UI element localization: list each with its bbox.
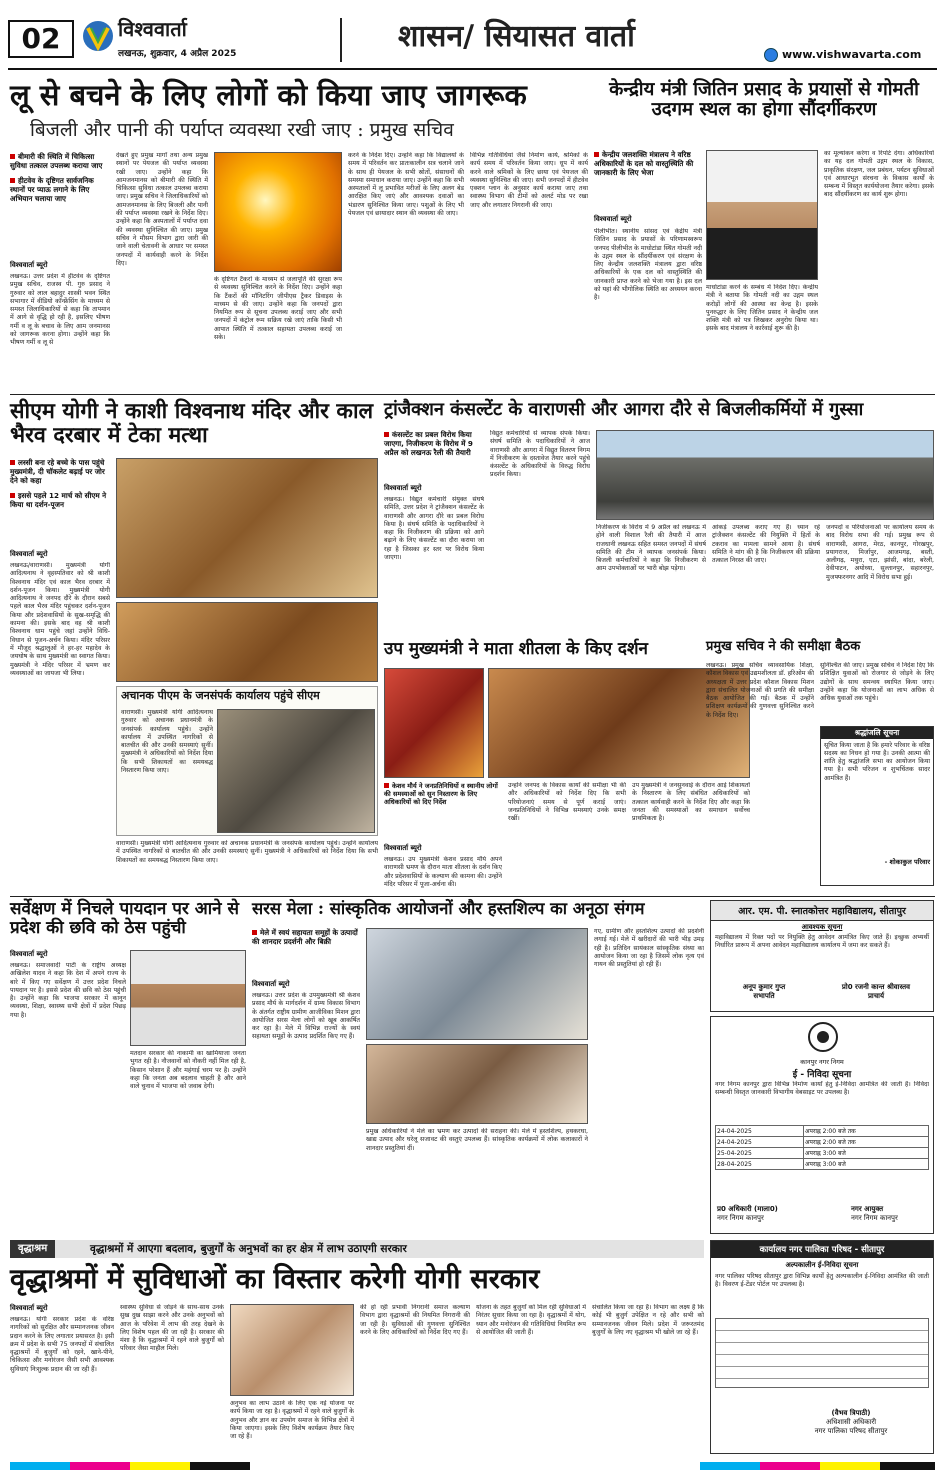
sun-thermometer-photo <box>214 152 342 272</box>
body-column: करने के निर्देश दिए। उन्होंने कहा कि विद्यालयों के समय में परिवर्तन कर प्रातःकालीन सत्र चलाने जाने के साथ ही पेयजल के सभी स्रोतों, संसाधनों की समस्या समाधान कराया जाए। उन्होंने कहा कि सभी अस्पतालों में लू प्रभावित मरीजों के लिए अलग बेड आरक्षित किए जाएं और आवश्यक दवाओं का भंडारण सुनिश्चित किया जाए। पशुओं के लिए भी पेयजल एवं छायादार स्थान की व्यवस्था की जाए। <box>348 152 464 218</box>
body-column: लखनऊ। प्रमुख सचिव व्यावसायिक शिक्षा, कौशल विकास एवं उद्यमशीलता डॉ. हरिओम की अध्यक्षता में उत्तर प्रदेश कौशल विकास मिशन द्वारा संचालित योजनाओं की प्रगति की समीक्षा बैठक आयोजित की गई। बैठक में उन्होंने प्रशिक्षण कार्यक्रमों की गुणवत्ता सुनिश्चित करने के निर्देश दिए। <box>706 662 814 719</box>
signatory-left: प्र0 अधिकारी (माला0) नगर निगम कानपुर <box>717 1205 778 1222</box>
body-column: अनुभव का लाभ उठाने के लिए एक नई योजना पर कार्य किया जा रहा है। वृद्धाश्रमों में रहने वाले बुजुर्गों के अनुभव और ज्ञान का उपयोग समाज के विभिन्न क्षेत्रों में किया जाएगा। इसके लिए विशेष कार्यक्रम तैयार किए जा रहे हैं। <box>230 1400 354 1441</box>
body-column: सुनिश्चित की जाए। प्रमुख सचिव ने निर्देश दिए कि प्रशिक्षित युवाओं को रोजगार से जोड़ने के लिए उद्योगों के साथ समन्वय स्थापित किया जाए। उन्होंने कहा कि योजनाओं का लाभ अधिक से अधिक युवाओं तक पहुंचे। <box>820 662 934 703</box>
body-column: जनपदों व परियोजनाओं पर कार्यालय समय के बाद विरोध सभा की गई। प्रमुख रूप से वाराणसी, आगरा, मेरठ, कानपुर, गोरखपुर, प्रयागराज, मिर्जापुर, आजमगढ़, बस्ती, अलीगढ़, मथुरा, एटा, झांसी, बांदा, बरेली, देवीपाटन, अयोध्या, सुल्तानपुर, सहारनपुर, मुजफ्फरनगर आदि में विरोध सभा हुई। <box>826 524 934 581</box>
tender-notice-kanpur <box>710 1016 934 1234</box>
bullet-item: लस्सी बना रहे बच्चे के पास पहुंचे मुख्यमंत्री, दी चॉकलेट बढ़ाई पर जोर देने को कहा <box>10 458 105 485</box>
inset-body: वाराणसी। मुख्यमंत्री योगी आदित्यनाथ गुरुवार को अचानक प्रधानमंत्री के जनसंपर्क कार्यालय पहुंचे। उन्होंने कार्यालय में उपस्थित नागरिकों से बातचीत की और उनकी समस्याएं सुनीं। मुख्यमंत्री ने अधिकारियों को निर्देश दिया कि सभी शिकायतों का समयबद्ध निस्तारण किया जाए। <box>121 709 213 775</box>
headline: वृद्धाश्रमों में सुविधाओं का विस्तार करेगी योगी सरकार <box>10 1263 540 1295</box>
paper-logo-icon <box>82 20 114 52</box>
byline: विश्ववार्ता ब्यूरो <box>10 950 48 958</box>
byline: विश्ववार्ता ब्यूरो <box>252 980 290 988</box>
paper-name: विश्ववार्ता <box>118 17 187 41</box>
section-rule <box>10 896 935 897</box>
body-column: निजीकरण के विरोध में 9 अप्रैल को लखनऊ में होने वाली विशाल रैली की तैयारी में आज राजधानी लखनऊ सहित समस्त जनपदों में संघर्ष समिति की टीम ने व्यापक जनसंपर्क किया। बिजली कर्मचारियों ने कहा कि निजीकरण से आम उपभोक्ताओं पर भारी बोझ पड़ेगा। <box>596 524 706 573</box>
byline: विश्ववार्ता ब्यूरो <box>10 550 48 558</box>
body-column: संचालित किया जा रहा है। विभाग का लक्ष्य है कि कोई भी बुजुर्ग उपेक्षित न रहे और सभी को सम्मानजनक जीवन मिले। प्रदेश में जरूरतमंद बुजुर्गों के लिए नए वृद्धाश्रम भी खोले जा रहे हैं। <box>592 1304 704 1336</box>
body-column: की हो रही प्रभावी निगरानी समाज कल्याण विभाग द्वारा वृद्धाश्रमों की नियमित निगरानी की जा रही है। सुविधाओं की गुणवत्ता सुनिश्चित करने के लिए अधिकारियों को निर्देश दिए गए हैं। <box>360 1304 470 1336</box>
portrait-photo <box>706 150 818 280</box>
masthead-rule <box>8 68 937 70</box>
bullet-item: मेले में स्वयं सहायता समूहों के उत्पादों की शानदार प्रदर्शनी और बिक्री <box>252 928 358 946</box>
story-deputy-cm <box>384 640 750 892</box>
notice-body: नगर निगम कानपुर द्वारा विभिन्न निर्माण कार्यों हेतु ई-निविदा आमंत्रित की जाती है। निविदा सम्बन्धी विस्तृत जानकारी विभागीय वेबसाइट पर उपलब्ध है। <box>715 1081 929 1097</box>
body-column: पीलीभीत। स्थानीय सांसद एवं केंद्रीय मंत्री जितिन प्रसाद के प्रयासों के परिणामस्वरूप जनपद पीलीभीत के माधोटांडा स्थित गोमती नदी के उद्गम स्थल के सौंदर्यीकरण एवं संरक्षण के लिए केन्द्रीय जलशक्ति मंत्रालय द्वारा वरिष्ठ अधिकारियों के एक दल को वास्तुस्थिति की जानकारी प्राप्त करने को भेजा गया है। इस दल को यहां की भौगोलिक स्थिति का अध्ययन करना है। <box>594 228 702 302</box>
temple-darshan-photo <box>384 668 484 778</box>
byline: विश्ववार्ता ब्यूरो <box>594 215 632 223</box>
story-electricity <box>384 400 934 636</box>
inset-story <box>116 686 378 836</box>
headline: सरस मेला : सांस्कृतिक आयोजनों और हस्तशिल्प का अनूठा संगम <box>252 899 645 918</box>
temple-photo-2 <box>116 602 378 682</box>
headline: प्रमुख सचिव ने की समीक्षा बैठक <box>706 639 861 654</box>
story-saras-mela <box>252 900 704 1234</box>
tender-notice-sitapur <box>710 1240 934 1454</box>
emblem-icon <box>803 1021 843 1055</box>
headline: सीएम योगी ने काशी विश्वनाथ मंदिर और काल भैरव दरबार में टेका मत्था <box>10 399 374 448</box>
body-column: लखनऊ। उत्तर प्रदेश के उपमुख्यमंत्री श्री केशव प्रसाद मौर्य के मार्गदर्शन में ग्राम्य विकास विभाग के अंतर्गत राष्ट्रीय ग्रामीण आजीविका मिशन द्वारा आयोजित सरस मेला लोगों को खूब आकर्षित कर रहा है। मेले में विभिन्न राज्यों के स्वयं सहायता समूहों के उत्पाद प्रदर्शित किए गए हैं। <box>252 992 360 1041</box>
notice-body: महाविद्यालय में रिक्त पदों पर नियुक्ति हेतु आवेदन आमंत्रित किए जाते हैं। इच्छुक अभ्यर्थी निर्धारित प्रारूप में अपना आवेदन महाविद्यालय कार्यालय में जमा कर सकते हैं। <box>715 934 929 950</box>
body-column: स्वास्थ्य सुविधा से जोड़ने के साथ-साथ उनके सुख दुख साझा करने और उनके अनुभवों को आज के परिवेश में लाभ की तरह देखने के लिए विशेष पहल की जा रही है। सरकार की मंशा है कि वृद्धाश्रमों में रहने वाले बुजुर्गों को परिवार जैसा माहौल मिले। <box>120 1304 224 1353</box>
elderly-hands-photo <box>230 1304 354 1396</box>
college-notice <box>710 900 934 1012</box>
globe-icon <box>764 48 778 62</box>
story-heatwave <box>10 80 588 390</box>
body-column: आंकड़े उपलब्ध कराए गए हैं। ध्यान रहे ट्रांजैक्शन कंसल्टेंट की नियुक्ति में हितों के टकराव का मामला सामने आया है। संघर्ष समिति ने मांग की है कि निजीकरण की प्रक्रिया तत्काल निरस्त की जाए। <box>712 524 820 565</box>
notice-title: कार्यालय नगर पालिका परिषद - सीतापुर <box>711 1241 933 1258</box>
notice-body: नगर पालिका परिषद सीतापुर द्वारा विभिन्न कार्यों हेतु अल्पकालीन ई-निविदा आमंत्रित की जाती है। विवरण ई-टेंडर पोर्टल पर उपलब्ध है। <box>715 1273 929 1289</box>
body-column: गए, ग्रामीण और हस्तशिल्प उत्पादों की प्रदर्शनी लगाई गई। मेले में खरीदारों की भारी भीड़ उमड़ रही है। प्रतिदिन सायंकाल सांस्कृतिक संध्या का आयोजन किया जा रहा है जिसमें लोक नृत्य एवं गायन की प्रस्तुतियां हो रही हैं। <box>594 928 704 969</box>
bullet-item: बीमारी की स्थिति में चिकित्सा सुविधा तत्काल उपलब्ध कराया जाए <box>10 152 103 170</box>
headline: सर्वेक्षण में निचले पायदान पर आने से प्रदेश की छवि को ठेस पहुंची <box>10 899 239 938</box>
bullet-item: इससे पहले 12 मार्च को सीएम ने किया था दर्शन-पूजन <box>10 491 107 509</box>
notice-subtitle: आवश्यक सूचना <box>801 923 843 931</box>
notice-subtitle: अल्पकालीन ई-निविदा सूचना <box>785 1261 859 1269</box>
body-column: लखनऊ। विद्युत कर्मचारी संयुक्त संघर्ष समिति, उत्तर प्रदेश ने ट्रांजैक्शन कंसल्टेंट के वाराणसी और आगरा दौरे का प्रबल विरोध किया है। संघर्ष समिति के पदाधिकारियों ने कहा कि निजीकरण की प्रक्रिया को आगे बढ़ाने के लिए कंसल्टेंट का दौरा कराया जा रहा है जिसका हर स्तर पर विरोध किया जाएगा। <box>384 496 484 562</box>
photo-caption: केशव मौर्य ने जनप्रतिनिधियों व स्थानीय लोगों की समस्याओं को सुन निस्तारण के लिए अधिकारियों को दिए निर्देश <box>384 782 498 806</box>
body-column: विद्युत कर्मचारियों से व्यापक संपर्क किया। संघर्ष समिति के पदाधिकारियों ने आज वाराणसी और आगरा में विद्युत वितरण निगम में निजीकरण के दस्तावेज तैयार करने पहुंचे कंसल्टेंट के अधिकारियों के विरुद्ध विरोध प्रदर्शन किया। <box>490 430 590 479</box>
signatory: (वैभव त्रिपाठी) अधिशासी अधिकारी नगर पालिका परिषद सीतापुर <box>814 1409 888 1435</box>
body-column: लखनऊ। उप मुख्यमंत्री केशव प्रसाद मौर्य अपने वाराणसी भ्रमण के दौरान माता शीतला के दर्शन किए और प्रदेशवासियों के कल्याण की कामना की। उन्होंने मंदिर परिसर में पूजा-अर्चना की। <box>384 856 502 888</box>
story-gomti <box>594 80 934 390</box>
tender-grid <box>715 1318 929 1388</box>
body-column: लखनऊ। उत्तर प्रदेश में हीटवेव के दृष्टिगत प्रमुख सचिव, राजस्व पी. गुरु प्रसाद ने गुरुवार को लाल बहादुर शास्त्री भवन स्थित सभागार में वीडियो कॉन्फ्रेंसिंग के माध्यम से समस्त जिलाधिकारियों से कहा कि तापमान में आगे से वृद्धि हो रही है, इसलिए भीषण गर्मी व लू के बचाव के लिए आम जनमानस को जागरूक करना होगा। उन्होंने कहा कि भीषण गर्मी व लू से <box>10 273 110 347</box>
notice-body: सूचित किया जाता है कि हमारे परिवार के वरिष्ठ सदस्य का निधन हो गया है। उनकी आत्मा की शांति हेतु श्रद्धांजलि सभा का आयोजन किया गया है। सभी परिजन व शुभचिंतक सादर आमंत्रित हैं। <box>824 741 930 782</box>
body-column: लखनऊ। योगी सरकार प्रदेश के वरिष्ठ नागरिकों को सुरक्षित और सम्मानजनक जीवन प्रदान करने के लिए लगातार प्रयासरत है। इसी क्रम में प्रदेश के सभी 75 जनपदों में संचालित वृद्धाश्रमों में बुजुर्गों को रहने, खाने-पीने, चिकित्सा और मनोरंजन जैसी सभी आवश्यक सुविधाएं निःशुल्क प्रदान की जा रही हैं। <box>10 1316 114 1373</box>
signatory-right: प्रो0 रजनी कान्त श्रीवास्तव प्राचार्य <box>841 983 911 1000</box>
body-column: उन्होंने जनपद के विकास कार्यों की समीक्षा भी की और अधिकारियों को निर्देश दिए कि सभी परियोजनाएं समय से पूर्ण कराई जाएं। जनप्रतिनिधियों ने विभिन्न समस्याएं उनके समक्ष रखीं। <box>508 782 626 823</box>
byline: विश्ववार्ता ब्यूरो <box>10 261 48 269</box>
mela-photo <box>366 928 588 1040</box>
table-row: 24-04-2025 अपराह्न 2:00 बजे तक <box>716 1126 929 1137</box>
section-title: शासन/ सियासत वार्ता <box>398 19 635 54</box>
tender-table <box>715 1125 929 1170</box>
signatory-right: नगर आयुक्त नगर निगम कानपुर <box>851 1205 898 1222</box>
byline: विश्ववार्ता ब्यूरो <box>384 844 422 852</box>
body-column: लखनऊ। समाजवादी पार्टी के राष्ट्रीय अध्यक्ष अखिलेश यादव ने कहा कि देश में अपने राज्य के बारे में किए गए सर्वेक्षण में उत्तर प्रदेश निचले पायदान पर है। इससे प्रदेश की छवि को ठेस पहुंची है। उन्होंने कहा कि भाजपा सरकार में कानून व्यवस्था, शिक्षा, स्वास्थ्य सभी क्षेत्रों में प्रदेश पिछड़ गया है। <box>10 962 126 1019</box>
band-tag: वृद्धाश्रम <box>10 1240 55 1258</box>
signatory-left: अनूप कुमार गुप्त सभापति <box>742 983 786 1000</box>
bullet-item: हीटवेव के दृष्टिगत सार्वजनिक स्थानों पर प्याऊ लगाने के लिए अभियान चलाया जाए <box>10 176 94 203</box>
body-column: देखते हुए प्रमुख मार्गों तथा अन्य प्रमुख स्थानों पर पेयजल की पर्याप्त व्यवस्था रखी जाए। उन्होंने कहा कि आमजनमानस को बीमारी की स्थिति में चिकित्सा सुविधा तत्काल उपलब्ध कराया जाए। प्रमुख सचिव ने जिलाधिकारियों को आमजनमानस के लिए बिजली और पानी की पर्याप्त व्यवस्था रखने के निर्देश दिए। उन्होंने कहा कि अस्पतालों में पर्याप्त दवा की व्यवस्था सुनिश्चित की जाए। प्रमुख सचिव ने मौसम विभाग द्वारा जारी की जाने वाली चेतावनी के आधार पर समस्त जनपदों में कार्यवाही करने के निर्देश दिए। <box>116 152 208 267</box>
byline: विश्ववार्ता ब्यूरो <box>10 1304 48 1312</box>
bullet-item: केन्द्रीय जलशक्ति मंत्रालय ने वरिष्ठ अधिकारियों के दल को वास्तुस्थिति की जानकारी के लिए भेजा <box>594 150 694 177</box>
registration-bar <box>10 1462 935 1470</box>
notice-dept: कानपुर नगर निगम <box>800 1058 844 1066</box>
dateline: लखनऊ, शुक्रवार, 4 अप्रैल 2025 <box>118 49 237 59</box>
headline: लू से बचने के लिए लोगों को किया जाए जागरूक <box>10 78 527 112</box>
story-survey <box>10 900 246 1234</box>
notice-signoff: - शोकाकुल परिवार <box>884 857 930 866</box>
body-column: योजना के तहत बुजुर्गों को मिल रही सुविधाओं में निरंतर सुधार किया जा रहा है। वृद्धाश्रमों में योग, ध्यान और मनोरंजन की गतिविधियां नियमित रूप से आयोजित की जाती हैं। <box>476 1304 586 1336</box>
story-cm-yogi <box>10 400 378 892</box>
bullet-list <box>10 152 110 203</box>
bullet-item: कंसल्टेंट का प्रबल विरोध किया जाएगा, निजीकरण के विरोध में 9 अप्रैल को लखनऊ रैली की तैयारी <box>384 430 473 457</box>
notice-title: आर. एम. पी. स्नातकोत्तर महाविद्यालय, सीतापुर <box>711 901 933 921</box>
body-column: विभिन्न गतिविधियां जैसे निर्माण कार्य, श्रमिकों के कार्य समय में परिवर्तन किया जाए। धूप में कार्य करने वाले श्रमिकों के लिए छाया एवं पेयजल की व्यवस्था सुनिश्चित की जाए। सभी जनपदों में हीटवेव एक्शन प्लान के अनुसार कार्य कराया जाए तथा स्वास्थ्य विभाग की टीमों को अलर्ट मोड पर रखा जाए और लगातार निगरानी की जाए। <box>470 152 588 209</box>
obituary-notice <box>820 726 934 886</box>
subhead: बिजली और पानी की पर्याप्त व्यवस्था रखी जाए : प्रमुख सचिव <box>30 119 454 141</box>
masthead <box>8 6 937 70</box>
body-column: वाराणसी। मुख्यमंत्री योगी आदित्यनाथ गुरुवार को अचानक प्रधानमंत्री के जनसंपर्क कार्यालय पहुंचे। उन्होंने कार्यालय में उपस्थित नागरिकों से बातचीत की और उनकी समस्याएं सुनीं। मुख्यमंत्री ने अधिकारियों को निर्देश दिया कि सभी शिकायतों का समयबद्ध निस्तारण किया जाए। <box>116 840 378 864</box>
notice-title: ई - निविदा सूचना <box>792 1070 852 1080</box>
band-text: वृद्धाश्रमों में आएगा बदलाव, बुजुर्गों के अनुभवों का हर क्षेत्र में लाभ उठाएगी सरकार <box>90 1243 407 1255</box>
body-column: के दृष्टिगत टैंकरों के माध्यम से जलापूर्ति की सुरक्षा रूप से व्यवस्था सुनिश्चित करने के निर्देश दिए। उन्होंने कहा कि टैंकरों की मॉनिटरिंग जीपीएस ट्रैकर डिवाइस के माध्यम से की जाए। उन्होंने कहा कि जनपदों द्वारा नियमित रूप से सूचना उपलब्ध कराई जाए और सभी जनपदों में कंट्रोल रूम सक्रिय रखे जाएं ताकि किसी भी आपात स्थिति में तत्काल सहायता उपलब्ध कराई जा सके। <box>214 276 342 342</box>
headline: केन्द्रीय मंत्री जितिन प्रसाद के प्रयासों से गोमती उदगम स्थल का होगा सौंदर्गीकरण <box>609 79 919 121</box>
protest-photo <box>596 430 934 520</box>
body-column: उप मुख्यमंत्री ने जनसुनवाई के दौरान आई शिकायतों के निस्तारण के लिए संबंधित अधिकारियों को तत्काल कार्यवाही करने के निर्देश दिए और कहा कि जनता की समस्याओं का समाधान सर्वोच्च प्राथमिकता है। <box>632 782 750 823</box>
table-row: 28-04-2025 अपराह्न 3:00 बजे <box>716 1159 929 1170</box>
website-link[interactable]: www.vishwavarta.com <box>782 48 922 61</box>
temple-photo <box>116 458 378 598</box>
body-column: का मूल्यांकन करेगा व रिपोर्ट देगा। अधिकारियों का यह दल गोमती उद्गम स्थल के विकास, प्राकृतिक संरक्षण, जल प्रबंधन, पर्यटन सुविधाओं एवं आधारभूत संरचना के विकास कार्यों के सम्बन्ध में विस्तृत कार्ययोजना तैयार करेगा। इसके बाद सौंदर्यीकरण का कार्य शुरू होगा। <box>824 150 934 199</box>
headline: ट्रांजैक्शन कंसल्टेंट के वाराणसी और आगरा दौरे से बिजलीकर्मियों में गुस्सा <box>384 399 864 420</box>
story-old-age-homes <box>10 1264 704 1454</box>
body-column: लखनऊ/वाराणसी। मुख्यमंत्री योगी आदित्यनाथ ने वृहस्पतिवार को श्री काशी विश्वनाथ मंदिर एवं काल भैरव दरबार में दर्शन-पूजन किया। मुख्यमंत्री योगी आदित्यनाथ ने जनपद दौरे के दौरान सबसे पहले काल भैरव मंदिर पहुंचकर दर्शन-पूजन किया और प्रदेशवासियों के सुख-समृद्धि की कामना की। इसके बाद वह श्री काशी विश्वनाथ धाम पहुंचे जहां उन्होंने विधि-विधान से पूजन-अर्चन किया। मंदिर परिसर में मौजूद श्रद्धालुओं ने हर-हर महादेव के जयघोष के साथ मुख्यमंत्री का स्वागत किया। मुख्यमंत्री ने मंदिर परिसर में भ्रमण कर व्यवस्थाओं का जायजा भी लिया। <box>10 562 110 677</box>
byline: विश्ववार्ता ब्यूरो <box>384 484 422 492</box>
bottom-band <box>10 1240 704 1258</box>
table-row: 24-04-2025 अपराह्न 2:00 बजे तक <box>716 1137 929 1148</box>
table-row: 25-04-2025 अपराह्न 3:00 बजे <box>716 1148 929 1159</box>
mela-photo-2 <box>366 1044 588 1124</box>
body-column: माधोटांडा करने के सम्बंध में निर्देश दिए। केन्द्रीय मंत्री ने बताया कि गोमती नदी का उद्गम स्थल करोड़ों लोगों की आस्था का केन्द्र है। इसके पुनरुद्धार के लिए जितिन प्रसाद ने केन्द्रीय जल शक्ति मंत्री को पत्र लिखकर अनुरोध किया था। इसके बाद मंत्रालय ने कार्रवाई शुरू की है। <box>706 284 818 333</box>
inset-headline: अचानक पीएम के जनसंपर्क कार्यालय पहुंचे सीएम <box>121 689 320 702</box>
section-rule <box>10 394 935 395</box>
headline: उप मुख्यमंत्री ने माता शीतला के किए दर्शन <box>384 639 648 659</box>
inset-photo <box>217 709 375 833</box>
akhilesh-photo <box>130 950 246 1046</box>
masthead-divider <box>340 18 342 62</box>
page-number: 02 <box>8 20 74 58</box>
body-column: प्रमुख अधिकारियों ने मेले का भ्रमण कर उत्पादों की सराहना की। मेले में हस्तशिल्प, हथकरघा, खाद्य उत्पाद और घरेलू सजावट की वस्तुएं उपलब्ध हैं। सांस्कृतिक कार्यक्रमों में लोक कलाकारों ने शानदार प्रस्तुतियां दीं। <box>366 1128 588 1152</box>
body-column: मतदान सरकार की नाकामी का खामियाजा जनता भुगत रही है। नौजवानों को नौकरी नहीं मिल रही है, किसान परेशान हैं और महंगाई चरम पर है। उन्होंने कहा कि जनता अब बदलाव चाहती है और आने वाले चुनाव में भाजपा को जवाब देगी। <box>130 1050 246 1091</box>
notice-title: श्रद्धांजलि सूचना <box>821 727 933 739</box>
bullet-list <box>10 458 110 509</box>
